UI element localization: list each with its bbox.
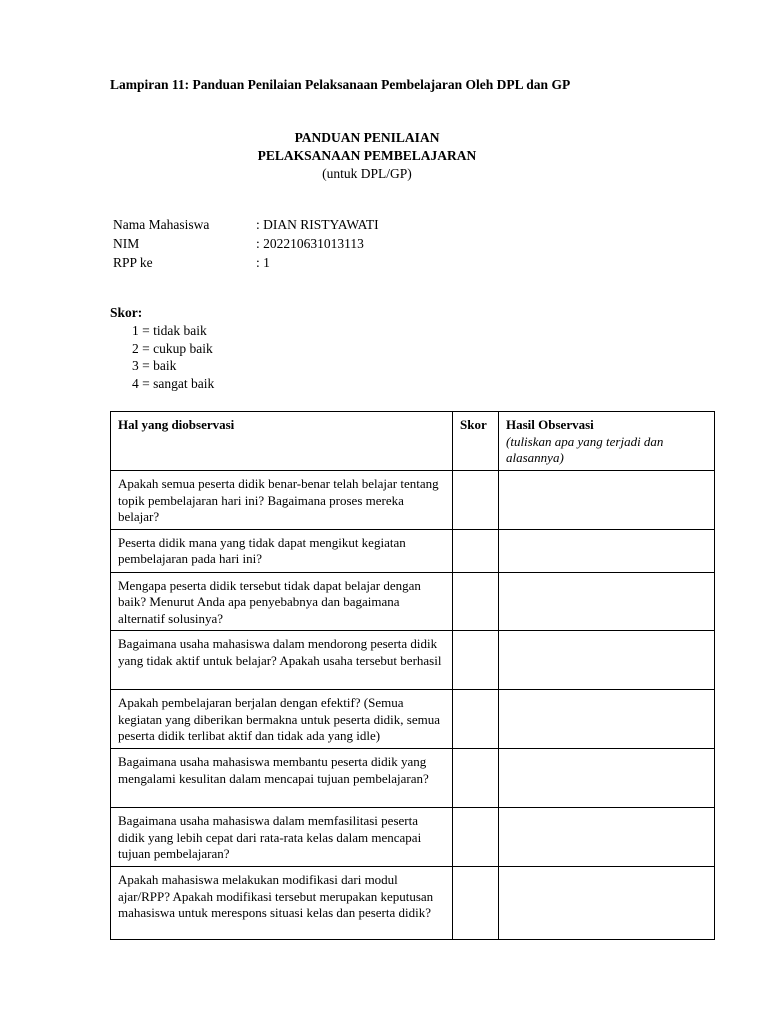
row-result-cell[interactable] <box>499 808 715 867</box>
row-score-cell[interactable] <box>453 808 499 867</box>
row-score-cell[interactable] <box>453 529 499 572</box>
table-row <box>111 631 715 690</box>
info-row-nama <box>113 215 379 234</box>
row-result-cell[interactable] <box>499 572 715 631</box>
score-legend-item: 2 = cukup baik <box>132 340 213 356</box>
info-row-rpp <box>113 253 379 272</box>
score-legend-title: Skor: <box>110 305 143 320</box>
table-row <box>111 808 715 867</box>
row-result-cell[interactable] <box>499 471 715 530</box>
table-row <box>111 690 715 749</box>
table-row <box>111 529 715 572</box>
row-result-cell[interactable] <box>499 631 715 690</box>
row-score-cell[interactable] <box>453 631 499 690</box>
row-question: Bagaimana usaha mahasiswa membantu peserta didik yang mengalami kesulitan dalam mencapai tujuan pembelajaran? <box>111 749 453 808</box>
page-heading: Lampiran 11: Panduan Penilaian Pelaksanaan Pembelajaran Oleh DPL dan GP <box>110 77 571 92</box>
score-legend <box>110 304 214 392</box>
document-title-line-2: PELAKSANAAN PEMBELAJARAN <box>257 148 477 163</box>
row-question: Apakah mahasiswa melakukan modifikasi dari modul ajar/RPP? Apakah modifikasi tersebut merupakan keputusan mahasiswa untuk merespons situasi kelas dan peserta didik? <box>111 867 453 940</box>
info-label-nim: NIM <box>113 236 140 251</box>
score-legend-item: 1 = tidak baik <box>132 323 207 338</box>
row-score-cell[interactable] <box>453 471 499 530</box>
row-score-cell[interactable] <box>453 867 499 940</box>
info-label-nama: Nama Mahasiswa <box>113 217 210 232</box>
row-score-cell[interactable] <box>453 749 499 808</box>
table-row <box>111 867 715 940</box>
table-row <box>111 471 715 530</box>
row-result-cell[interactable] <box>499 529 715 572</box>
observation-table <box>110 411 715 940</box>
score-legend-item: 4 = sangat baik <box>132 375 215 391</box>
table-header-row <box>111 412 715 471</box>
header-skor: Skor <box>453 412 499 471</box>
row-question: Bagaimana usaha mahasiswa dalam memfasilitasi peserta didik yang lebih cepat dari rata-rata kelas dalam mencapai tujuan pembelajaran? <box>111 808 453 867</box>
table-row <box>111 572 715 631</box>
row-result-cell[interactable] <box>499 867 715 940</box>
info-row-nim <box>113 234 379 253</box>
document-title-line-1: PANDUAN PENILAIAN <box>294 130 440 145</box>
info-value-nama: : DIAN RISTYAWATI <box>256 217 379 232</box>
row-question: Apakah pembelajaran berjalan dengan efektif? (Semua kegiatan yang diberikan bermakna untuk peserta didik, semua peserta didik terlibat aktif dan tidak ada yang idle) <box>111 690 453 749</box>
row-question: Mengapa peserta didik tersebut tidak dapat belajar dengan baik? Menurut Anda apa penyebabnya dan bagaimana alternatif solusinya? <box>111 572 453 631</box>
row-score-cell[interactable] <box>453 572 499 631</box>
row-score-cell[interactable] <box>453 690 499 749</box>
row-question: Bagaimana usaha mahasiswa dalam mendorong peserta didik yang tidak aktif untuk belajar? Apakah usaha tersebut berhasil <box>111 631 453 690</box>
table-row <box>111 749 715 808</box>
header-hal: Hal yang diobservasi <box>111 412 453 471</box>
title-block <box>0 129 734 183</box>
document-subtitle: (untuk DPL/GP) <box>322 166 412 181</box>
info-label-rpp: RPP ke <box>113 255 153 270</box>
header-hasil-note: (tuliskan apa yang terjadi dan alasannya) <box>506 433 664 465</box>
score-legend-item: 3 = baik <box>132 358 177 373</box>
info-value-nim: : 202210631013113 <box>256 236 364 251</box>
student-info <box>113 215 379 272</box>
row-result-cell[interactable] <box>499 690 715 749</box>
header-hasil <box>499 412 715 471</box>
row-result-cell[interactable] <box>499 749 715 808</box>
row-question: Apakah semua peserta didik benar-benar telah belajar tentang topik pembelajaran hari ini? Bagaimana proses mereka belajar? <box>111 471 453 530</box>
info-value-rpp: : 1 <box>256 255 270 270</box>
row-question: Peserta didik mana yang tidak dapat mengikut kegiatan pembelajaran pada hari ini? <box>111 529 453 572</box>
header-hasil-label: Hasil Observasi <box>506 417 594 432</box>
